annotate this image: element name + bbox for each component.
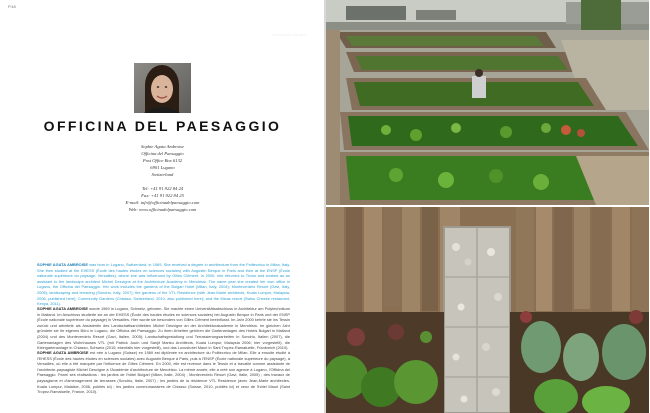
portrait-image (134, 63, 191, 113)
bio-german (37, 306, 290, 351)
garden-beds-image (326, 0, 649, 205)
contact-block (100, 143, 225, 213)
page-title: OFFICINA DEL PAESAGGIO (43, 118, 282, 134)
contact-web: Web: www.officinadelpaesaggio.com (128, 207, 197, 212)
contact-name: Sophie Agata Ambroise (140, 144, 185, 149)
contact-spacer (100, 178, 225, 185)
photo-caption: Community Gardens (272, 33, 307, 37)
page-number: P.48 (8, 4, 16, 9)
contact-tel: Tel: +41 91 922 84 24 (141, 186, 184, 191)
garden-photo-top (326, 0, 649, 205)
contact-po-box: Post Office Box 6132 (142, 158, 183, 163)
contact-email: E-mail: info@officinadelpaesaggio.com (125, 200, 200, 205)
gabion-wall-image (326, 207, 649, 413)
garden-photo-bottom (326, 207, 649, 413)
bio-french-name: SOPHIE AGATA AMBROISE (37, 350, 89, 355)
contact-country: Switzerland (151, 172, 174, 177)
bio-english (37, 262, 290, 307)
bio-french-text: est née à Lugano (Suisse) en 1969 est diplômée en architecture du Politecnico de Milan. Elle a ensuite étudié à l'EHESS (École des hautes études en sciences sociales) avec Augustin Berque à Paris, puis à l'ENSP (École nationale supérieure du paysage), à Versailles, où elle a été marquée par l'influence de Gilles Clément. En 2000, elle est revenue dans le Tessin et a travaillé comme assistante de l'architecte-paysagiste Michel Desvigne à l'Académie d'architecture de Mendrisio. La même année, elle a créé son agence à Lugano, l'Officina del Paesaggio. Parmi ses réalisations : les jardins de l'hôtel Bulgari (Milan, Italie, 2004) ; Monteverdelo Resort (Gavi, Italie, 2005) ; des travaux de paysagisme et d'aménagement de terrasses (Sondrio, Italie, 2007) ; les jardins de la résidence VTL Residence (avec Jean-Marie architectes, Kuala Lumpur, Malaisie, 2006, publiés ici) ; les jardins communautaires de Chiasso (Suisse, 2010, publiés ici) et ceux de l'hôtel Mauri (Saint Tropez-Ramatuelle, France, 2010). (37, 350, 290, 395)
contact-office: Officina del Paesaggio (141, 151, 184, 156)
bio-german-text: wurde 1969 in Lugano, Schweiz, geboren. Sie machte einen Universitätsabschluss in Architektur am Polytechnikum in Mailand. Im Anschluss studierte sie an der EHESS (École des hautes études en sciences sociales) bei Augustin Berque in Paris und der ENSP (École nationale supérieure du paysage) in Versailles. Hier wurde sie besonders von Gilles Clément beeinflusst. Im Jahr 2000 kehrte sie ins Tessin zurück und arbeitete als Assistentin des Landschaftsarchitekten Michel Desvigne an der Architekturakademie in Mendrisio. Im gleichen Jahr gründete sie ihr eigenes Büro in Lugano, die Officina del Paesaggio. Zu ihren Arbeiten gehören die Gartenanlagen des Hotels Bulgari in Mailand (2004) und des Monteverdelo Resort (Gavi, Italien, 2005); Landschaftsgestaltung und Terrassierungsarbeiten in Sondrio, Italien (2007), die Gartenanlagen des Wohnhauses VTL (mit Patrick Jouin und Sanjit Manku Architects, Kuala Lumpur, Malaysia 2006; hier vorgestellt), die Kleingartenanlage in Chiasso, Schweiz (2010; ebenfalls hier vorgestellt), und das Luxushotel Mauri in Sant Tropez-Ramatuelle, Frankreich (2010). (37, 306, 290, 351)
bio-english-text: was born in Lugano, Switzerland, in 1969. She received a degree in architecture from the Politecnico in Milan, Italy. She then studied at the EHESS (École des hautes études en sciences sociales) with Augustin Berque in Paris and then at the ENSP (École nationale supérieure du paysage, Versailles), where she was influenced by Gilles Clément. In 2000, she returned to Ticino and worked as an assistant to the landscape architect Michel Desvigne at the Architecture Academy in Mendrisio. The same year she created her own office in Lugano, the Officina del Paesaggio. Her work includes the gardens of the Bulgari Hotel (Milan, Italy, 2004); Monteverdelo Resort (Gavi, Italy, 2005); landscaping and terracing (Sondrio, Italy, 2007); the gardens of the VTL Residence (with Jean-Marie architects, Kuala Lumpur, Malaysia, 2006, published here); Community Gardens (Chiasso, Switzerland, 2010, also published here); and the Micas resort (Swiss Cheese restaurant, Kenya, 2011). (37, 262, 290, 307)
contact-city: 6901 Lugano (150, 165, 175, 170)
contact-fax: Fax: +41 91 922 84 25 (141, 193, 184, 198)
bio-english-name: SOPHIE AGATA AMBROISE (37, 262, 88, 267)
bio-german-name: SOPHIE AGATA AMBROISE (37, 306, 88, 311)
architect-portrait (134, 63, 191, 113)
bio-french (37, 350, 290, 395)
